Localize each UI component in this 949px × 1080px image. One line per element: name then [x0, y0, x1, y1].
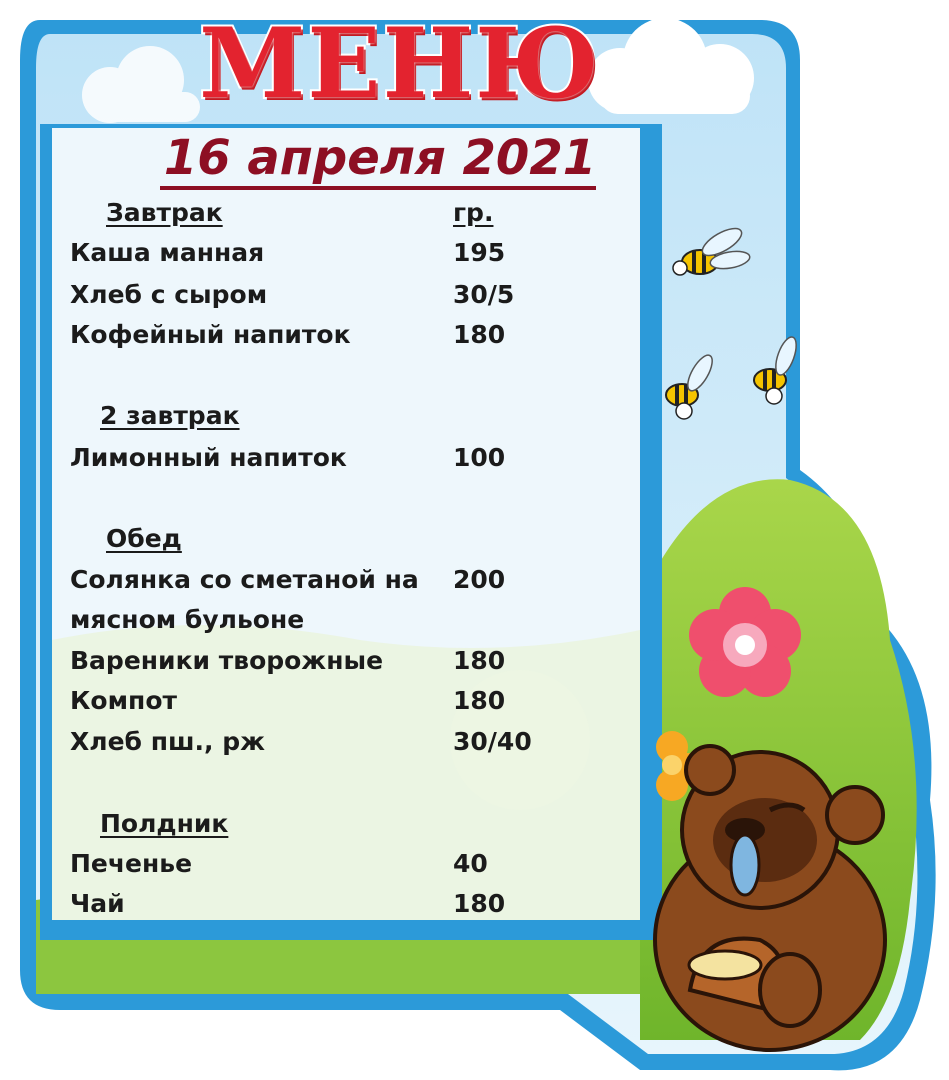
dish-name: Солянка со сметаной на [70, 565, 419, 594]
dish-weight: 30/40 [453, 727, 532, 756]
unit-header: гр. [453, 198, 494, 227]
dish-weight: 180 [453, 889, 506, 918]
section-header-lunch: Обед [106, 524, 182, 553]
section-header-snack: Полдник [100, 809, 229, 838]
dish-name: Кофейный напиток [70, 320, 351, 349]
dish-name: мясном бульоне [70, 605, 305, 634]
dish-name: Каша манная [70, 238, 265, 267]
section-header-second-breakfast: 2 завтрак [100, 401, 240, 430]
dish-weight: 40 [453, 849, 488, 878]
dish-weight: 180 [453, 320, 506, 349]
dish-weight: 195 [453, 238, 506, 267]
dish-weight: 30/5 [453, 280, 515, 309]
menu-date: 16 апреля 2021 [163, 130, 597, 186]
dish-name: Компот [70, 686, 177, 715]
menu-title: МЕНЮ [199, 6, 601, 120]
dish-name: Хлеб с сыром [70, 280, 268, 309]
dish-name: Печенье [70, 849, 193, 878]
dish-weight: 200 [453, 565, 506, 594]
dish-name: Чай [70, 889, 125, 918]
section-header-breakfast: Завтрак [106, 198, 223, 227]
dish-weight: 180 [453, 646, 506, 675]
dish-weight: 180 [453, 686, 506, 715]
dish-name: Вареники творожные [70, 646, 384, 675]
dish-name: Лимонный напиток [70, 443, 347, 472]
dish-weight: 100 [453, 443, 506, 472]
dish-name: Хлеб пш., рж [70, 727, 265, 756]
